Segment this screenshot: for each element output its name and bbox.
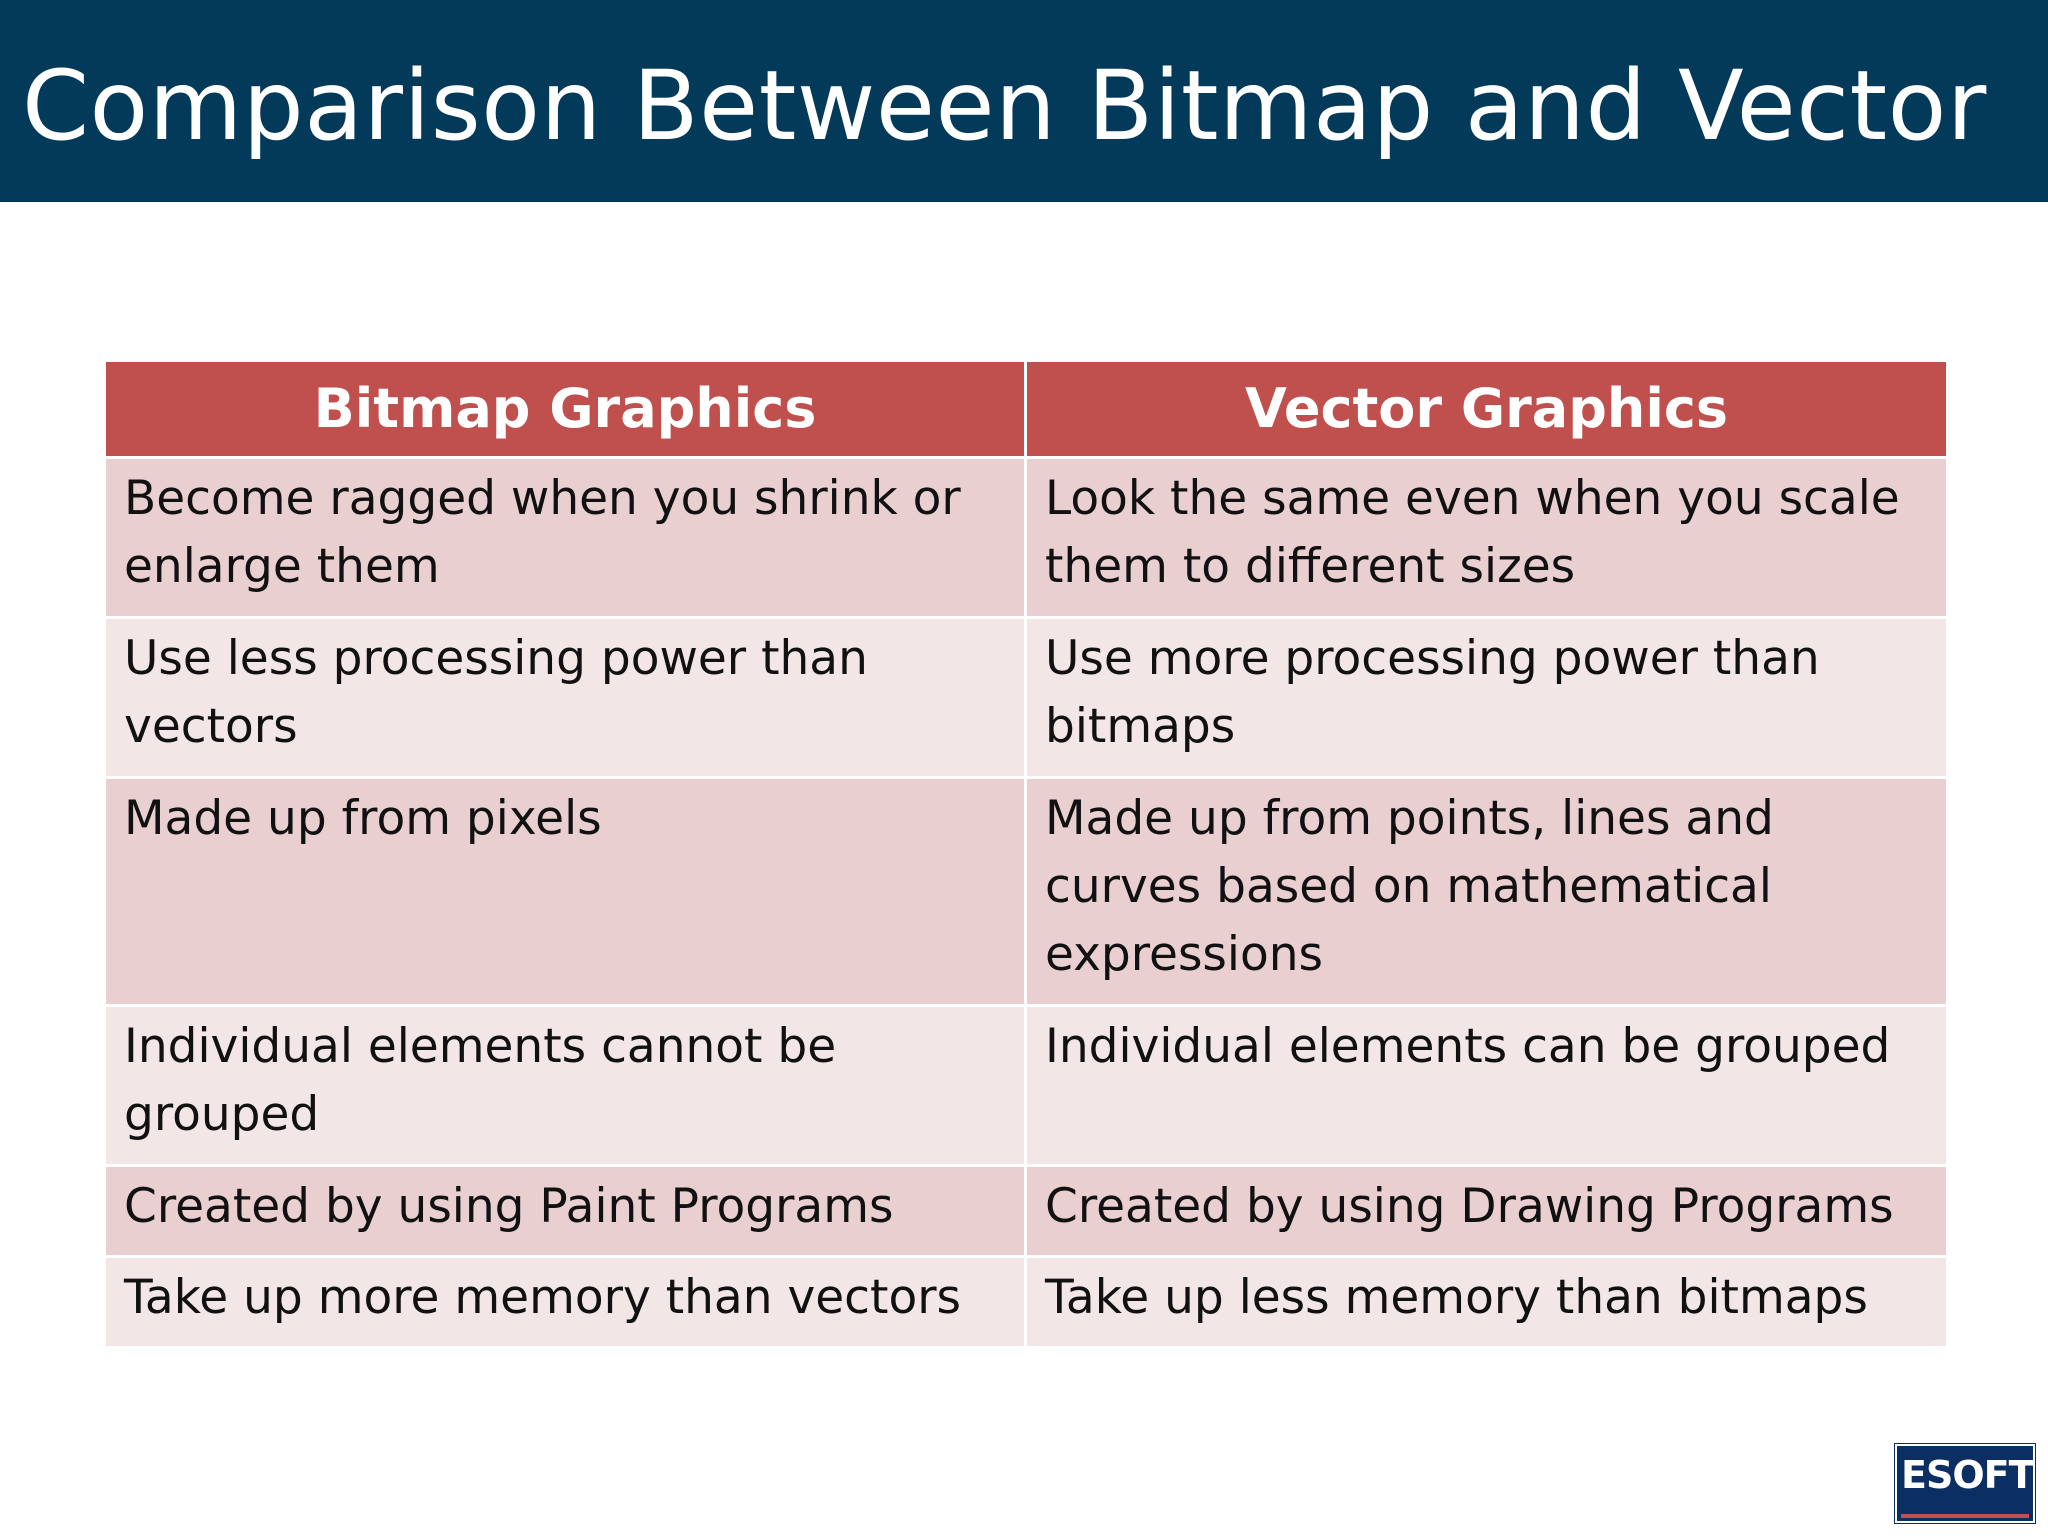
bitmap-cell: Take up more memory than vectors xyxy=(105,1257,1026,1348)
bitmap-cell: Made up from pixels xyxy=(105,778,1026,1006)
comparison-table xyxy=(103,359,1949,1349)
vector-cell: Take up less memory than bitmaps xyxy=(1026,1257,1948,1348)
esoft-logo xyxy=(1895,1444,2035,1523)
vector-cell: Individual elements can be grouped xyxy=(1026,1006,1948,1166)
vector-cell: Look the same even when you scale them to different sizes xyxy=(1026,458,1948,618)
table-header-row xyxy=(105,361,1948,458)
table-row xyxy=(105,618,1948,778)
logo-text: ESOFT xyxy=(1901,1453,2034,1497)
table-row xyxy=(105,778,1948,1006)
header-vector-graphics: Vector Graphics xyxy=(1026,361,1948,458)
table-row xyxy=(105,458,1948,618)
table-row xyxy=(105,1006,1948,1166)
bitmap-cell: Use less processing power than vectors xyxy=(105,618,1026,778)
table-row xyxy=(105,1257,1948,1348)
slide-title: Comparison Between Bitmap and Vector xyxy=(22,50,1987,162)
vector-cell: Made up from points, lines and curves based on mathematical expressions xyxy=(1026,778,1948,1006)
bitmap-cell: Individual elements cannot be grouped xyxy=(105,1006,1026,1166)
logo-underline xyxy=(1901,1514,2029,1518)
title-bar xyxy=(0,0,2048,202)
bitmap-cell: Created by using Paint Programs xyxy=(105,1166,1026,1257)
bitmap-cell: Become ragged when you shrink or enlarge them xyxy=(105,458,1026,618)
header-bitmap-graphics: Bitmap Graphics xyxy=(105,361,1026,458)
vector-cell: Created by using Drawing Programs xyxy=(1026,1166,1948,1257)
table-row xyxy=(105,1166,1948,1257)
vector-cell: Use more processing power than bitmaps xyxy=(1026,618,1948,778)
